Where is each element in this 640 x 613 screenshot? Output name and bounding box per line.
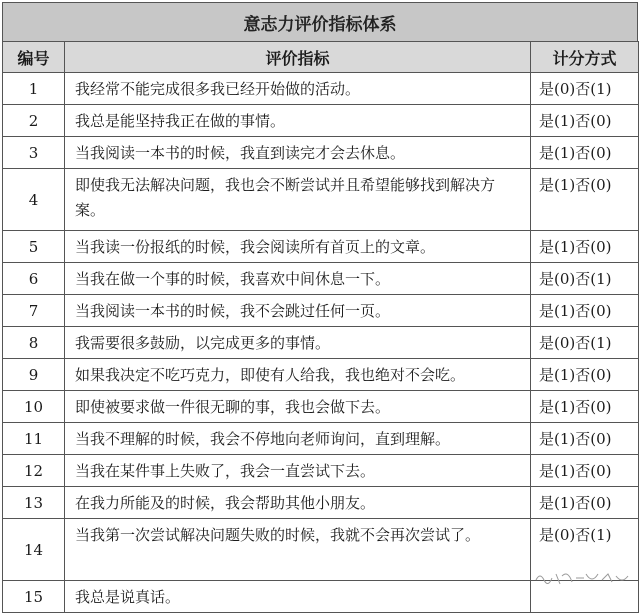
row-indicator: 当我读一份报纸的时候，我会阅读所有首页上的文章。: [65, 231, 531, 263]
table-row: [3, 327, 639, 359]
row-score: 是(0)否(1): [531, 519, 639, 581]
table-row: [3, 455, 639, 487]
row-number: 5: [3, 231, 65, 263]
table-row: [3, 487, 639, 519]
row-number: 3: [3, 137, 65, 169]
row-score: 是(0)否(1): [531, 327, 639, 359]
row-number: 2: [3, 105, 65, 137]
row-indicator: 当我阅读一本书的时候，我直到读完才会去休息。: [65, 137, 531, 169]
row-score: 是(1)否(0): [531, 295, 639, 327]
row-number: 15: [3, 581, 65, 613]
row-number: 12: [3, 455, 65, 487]
row-score: 是(1)否(0): [531, 169, 639, 231]
header-row: [3, 42, 639, 73]
row-indicator: 当我第一次尝试解决问题失败的时候，我就不会再次尝试了。: [65, 519, 531, 581]
row-indicator: 如果我决定不吃巧克力，即使有人给我，我也绝对不会吃。: [65, 359, 531, 391]
table-row: [3, 391, 639, 423]
row-indicator: 即使被要求做一件很无聊的事，我也会做下去。: [65, 391, 531, 423]
table-title: 意志力评价指标体系: [2, 2, 638, 42]
row-number: 9: [3, 359, 65, 391]
row-number: 4: [3, 169, 65, 231]
table-row: [3, 137, 639, 169]
watermark-scribble-icon: [532, 568, 632, 588]
row-indicator: 我总是能坚持我正在做的事情。: [65, 105, 531, 137]
table-row: [3, 73, 639, 105]
row-score: 是(1)否(0): [531, 455, 639, 487]
header-item: 评价指标: [65, 42, 531, 73]
row-number: 10: [3, 391, 65, 423]
header-score: 计分方式: [531, 42, 639, 73]
row-indicator: 当我在某件事上失败了，我会一直尝试下去。: [65, 455, 531, 487]
table-row: [3, 295, 639, 327]
row-score: 是(1)否(0): [531, 487, 639, 519]
row-indicator: 我需要很多鼓励，以完成更多的事情。: [65, 327, 531, 359]
row-number: 6: [3, 263, 65, 295]
row-indicator: 当我在做一个事的时候，我喜欢中间休息一下。: [65, 263, 531, 295]
row-indicator: 我总是说真话。: [65, 581, 531, 613]
row-score: 是(1)否(0): [531, 105, 639, 137]
row-indicator: 当我不理解的时候，我会不停地向老师询问，直到理解。: [65, 423, 531, 455]
row-indicator: 即使我无法解决问题，我也会不断尝试并且希望能够找到解决方案。: [65, 169, 531, 231]
row-number: 1: [3, 73, 65, 105]
table-row: [3, 105, 639, 137]
row-score: 是(1)否(0): [531, 391, 639, 423]
row-score: 是(1)否(0): [531, 137, 639, 169]
table-row: [3, 231, 639, 263]
row-score: 是(1)否(0): [531, 231, 639, 263]
row-number: 8: [3, 327, 65, 359]
table-row: [3, 423, 639, 455]
row-number: 7: [3, 295, 65, 327]
row-score: 是(0)否(1): [531, 73, 639, 105]
row-score: 是(0)否(1): [531, 263, 639, 295]
row-score: 是(1)否(0): [531, 359, 639, 391]
table-row: [3, 359, 639, 391]
evaluation-table: [2, 41, 639, 613]
row-indicator: 在我力所能及的时候，我会帮助其他小朋友。: [65, 487, 531, 519]
row-number: 13: [3, 487, 65, 519]
row-number: 11: [3, 423, 65, 455]
row-number: 14: [3, 519, 65, 581]
table-row: [3, 169, 639, 231]
header-num: 编号: [3, 42, 65, 73]
row-indicator: 我经常不能完成很多我已经开始做的活动。: [65, 73, 531, 105]
table-row: [3, 263, 639, 295]
row-score: 是(1)否(0): [531, 423, 639, 455]
row-indicator: 当我阅读一本书的时候，我不会跳过任何一页。: [65, 295, 531, 327]
